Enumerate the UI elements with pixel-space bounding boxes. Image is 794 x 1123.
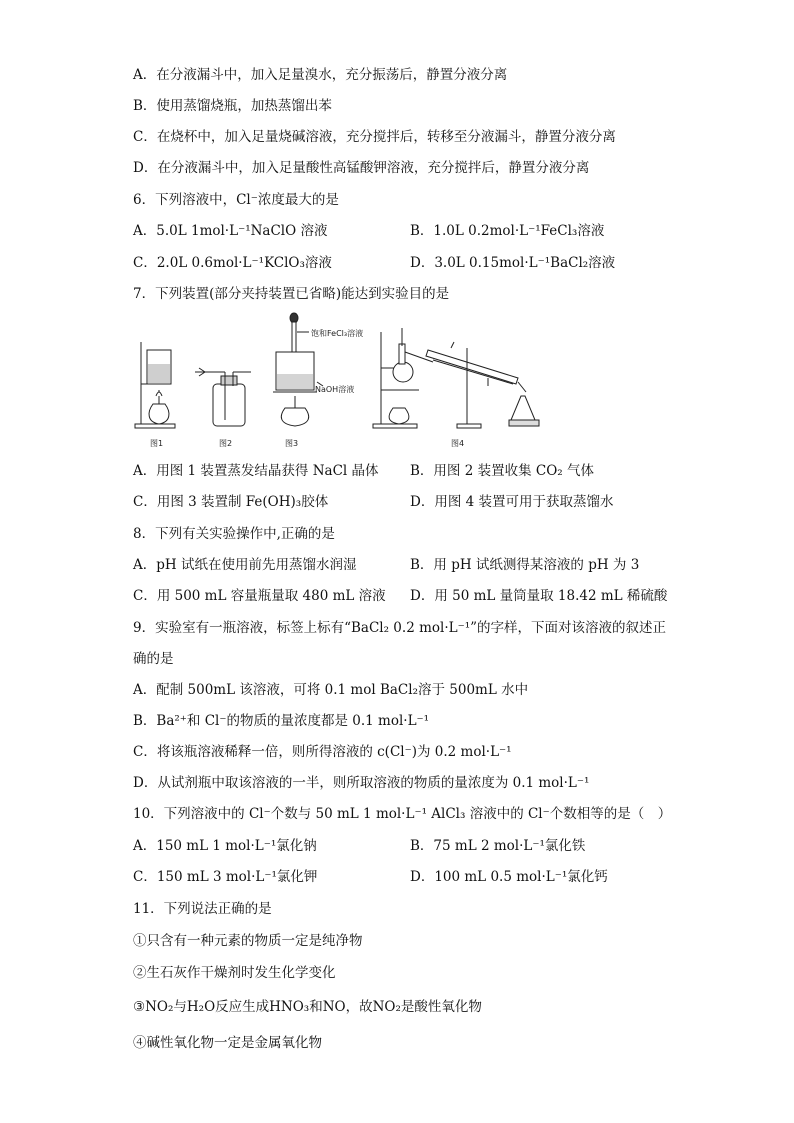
fig4-caption: 图4: [451, 439, 465, 448]
q6-option-d: D．3.0L 0.15mol·L⁻¹BaCl₂溶液: [410, 255, 616, 271]
apparatus-figure: [133, 312, 573, 452]
q6-option-b: B．1.0L 0.2mol·L⁻¹FeCl₃溶液: [410, 223, 605, 239]
q7-option-d: D．用图 4 装置可用于获取蒸馏水: [410, 494, 614, 510]
q11-statement-2: ②生石灰作干燥剂时发生化学变化: [133, 965, 336, 981]
q6-option-a: A．5.0L 1mol·L⁻¹NaClO 溶液: [133, 223, 328, 239]
q11-statement-1: ①只含有一种元素的物质一定是纯净物: [133, 933, 363, 949]
fig2-apparatus: [195, 368, 251, 426]
q10-option-b: B．75 mL 2 mol·L⁻¹氯化铁: [410, 838, 586, 854]
fig1-apparatus: [135, 342, 175, 428]
fig2-caption: 图2: [219, 439, 233, 448]
q8-option-c: C．用 500 mL 容量瓶量取 480 mL 溶液: [133, 588, 386, 604]
q8-option-a: A．pH 试纸在使用前先用蒸馏水润湿: [133, 557, 357, 573]
q9-option-c: C．将该瓶溶液稀释一倍，则所得溶液的 c(Cl⁻)为 0.2 mol·L⁻¹: [133, 744, 512, 760]
q11-statement-4: ④碱性氧化物一定是金属氧化物: [133, 1035, 322, 1051]
q5-option-c: C．在烧杯中，加入足量烧碱溶液，充分搅拌后，转移至分液漏斗，静置分液分离: [133, 129, 616, 145]
q8-option-d: D．用 50 mL 量筒量取 18.42 mL 稀硫酸: [410, 588, 668, 604]
q7-stem: 7．下列装置(部分夹持装置已省略)能达到实验目的是: [133, 286, 450, 302]
q9-option-d: D．从试剂瓶中取该溶液的一半，则所取溶液的物质的量浓度为 0.1 mol·L⁻¹: [133, 775, 590, 791]
q9-stem-line2: 确的是: [133, 651, 174, 667]
fig4-apparatus: [373, 328, 539, 428]
q9-option-b: B．Ba²⁺和 Cl⁻的物质的量浓度都是 0.1 mol·L⁻¹: [133, 713, 430, 729]
q5-option-d: D．在分液漏斗中，加入足量酸性高锰酸钾溶液，充分搅拌后，静置分液分离: [133, 160, 590, 176]
q10-option-c: C．150 mL 3 mol·L⁻¹氯化钾: [133, 869, 318, 885]
q5-option-b: B．使用蒸馏烧瓶，加热蒸馏出苯: [133, 98, 332, 114]
q11-stem: 11．下列说法正确的是: [133, 901, 272, 917]
q8-stem: 8．下列有关实验操作中,正确的是: [133, 526, 335, 542]
q10-option-a: A．150 mL 1 mol·L⁻¹氯化钠: [133, 838, 317, 854]
fecl3-label: 饱和FeCl₃溶液: [311, 329, 364, 338]
q11-statement-3: ③NO₂与H₂O反应生成HNO₃和NO，故NO₂是酸性氧化物: [133, 999, 482, 1015]
q10-option-d: D．100 mL 0.5 mol·L⁻¹氯化钙: [410, 869, 608, 885]
q7-option-a: A．用图 1 装置蒸发结晶获得 NaCl 晶体: [133, 463, 379, 479]
q7-option-b: B．用图 2 装置收集 CO₂ 气体: [410, 463, 594, 479]
naoh-label: NaOH溶液: [315, 385, 355, 394]
q8-option-b: B．用 pH 试纸测得某溶液的 pH 为 3: [410, 557, 640, 573]
q9-stem-line1: 9．实验室有一瓶溶液，标签上标有“BaCl₂ 0.2 mol·L⁻¹”的字样，下面对该溶液的叙述正: [133, 620, 667, 636]
q10-stem: 10．下列溶液中的 Cl⁻个数与 50 mL 1 mol·L⁻¹ AlCl₃ 溶液中的 Cl⁻个数相等的是（ ）: [133, 806, 672, 822]
q6-stem: 6．下列溶液中，Cl⁻浓度最大的是: [133, 192, 339, 208]
q7-option-c: C．用图 3 装置制 Fe(OH)₃胶体: [133, 494, 329, 510]
fig1-caption: 图1: [150, 439, 164, 448]
fig3-caption: 图3: [285, 439, 299, 448]
q6-option-c: C．2.0L 0.6mol·L⁻¹KClO₃溶液: [133, 255, 332, 271]
q5-option-a: A．在分液漏斗中，加入足量溴水，充分振荡后，静置分液分离: [133, 67, 508, 83]
q9-option-a: A．配制 500mL 该溶液，可将 0.1 mol BaCl₂溶于 500mL 水中: [133, 682, 529, 698]
